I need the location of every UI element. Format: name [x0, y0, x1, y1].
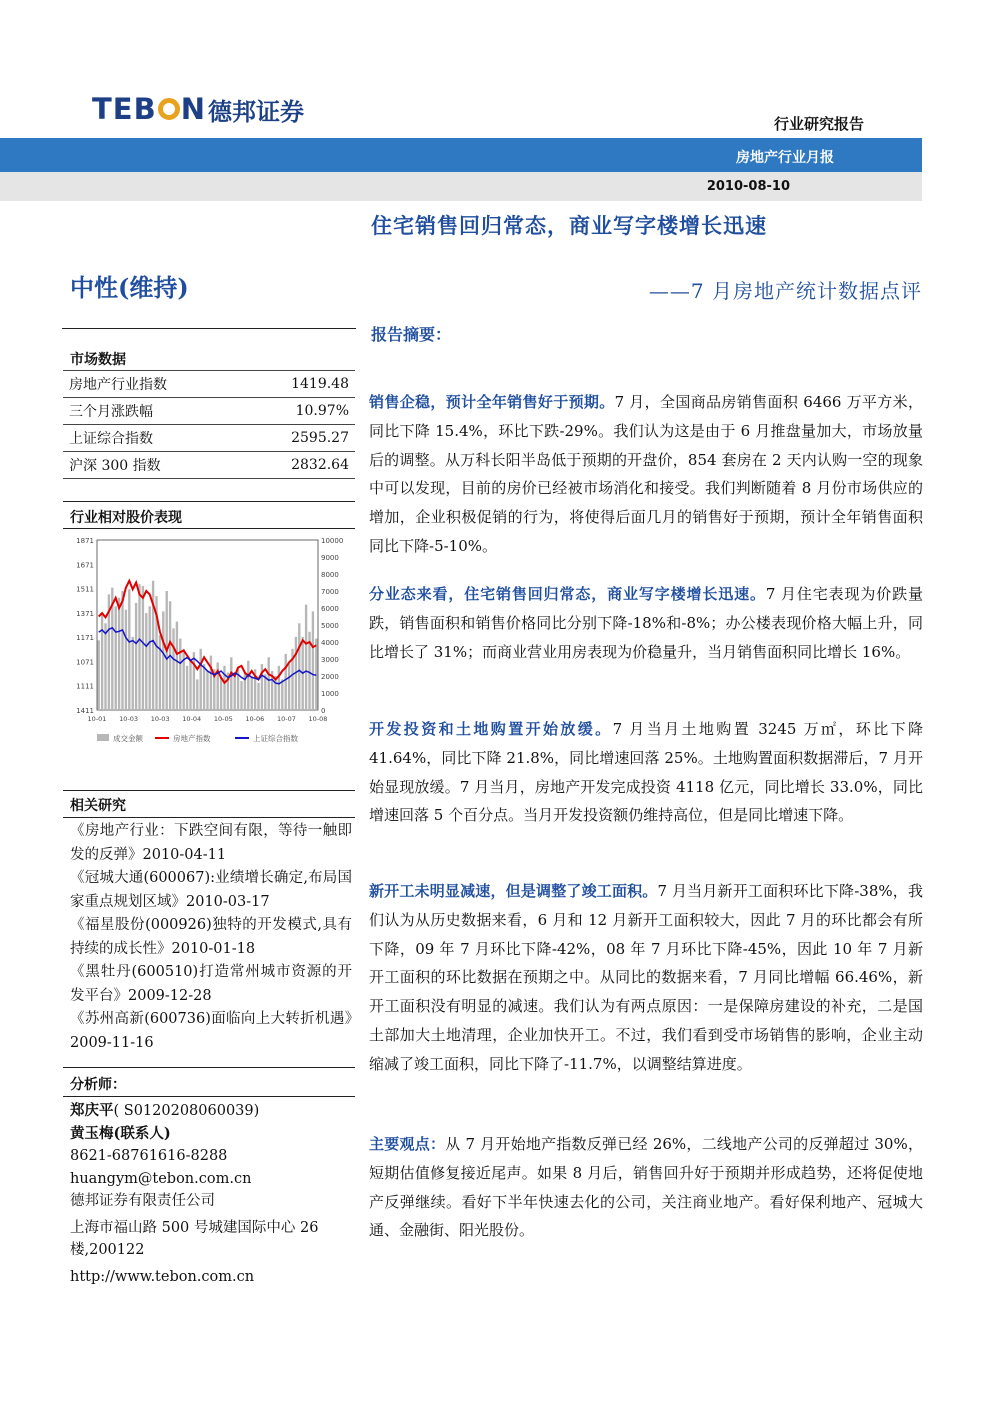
- volume-bar: [176, 622, 178, 710]
- y-left-tick-label: 1071: [76, 658, 94, 667]
- table-row: [63, 425, 355, 452]
- y-right-tick-label: 3000: [321, 656, 339, 664]
- y-right-tick-label: 6000: [321, 605, 339, 613]
- abstract-paragraph: [369, 580, 923, 666]
- volume-bar: [145, 613, 147, 710]
- company-address: 上海市福山路 500 号城建国际中心 26 楼,200122: [70, 1219, 319, 1258]
- market-value: 10.97%: [242, 398, 355, 425]
- x-tick-label: 10-03: [150, 715, 170, 723]
- report-subtitle: ——7 月房地产统计数据点评: [648, 279, 922, 303]
- volume-bar: [257, 683, 259, 710]
- report-date: 2010-08-10: [706, 179, 790, 194]
- list-item: 《冠城大通(600067):业绩增长确定,布局国家重点规划区域》2010-03-17: [70, 870, 352, 910]
- volume-bar: [312, 611, 314, 710]
- paragraph-text: 7 月住宅表现为价跌量跌，销售面积和销售价格同比分别下降-18%和-8%；办公楼表现价格大幅上升，同比增长了 31%；而商业营业用房表现为价稳量升，当月销售面积同比增长 16%。: [369, 585, 923, 661]
- market-value: 1419.48: [242, 371, 355, 398]
- volume-bar: [278, 666, 280, 710]
- analyst-rule: [63, 1067, 355, 1068]
- y-left-tick-label: 1871: [76, 537, 94, 545]
- paragraph-text: 7 月当月新开工面积环比下降-38%，我们认为从历史数据来看，6 月和 12 月新开工面积较大，因此 7 月的环比都会有所下降，09 年 7 月环比下降-42%，08 年 7 月环比下降-45%，因此 10 年 7 月新开工面积的环比数据在预期之中。从同比的数据来看，7 月同比增幅 66.46%，新开工面积没有明显的减速。我们认为有两点原因：一是保障房建设的补充，二是国土部加大土地清理，企业加快开工。不过，我们看到受市场销售的影响，企业主动缩减了竣工面积，同比下降了-11.7%，以调整结算进度。: [369, 882, 923, 1073]
- volume-bar: [193, 652, 195, 710]
- volume-bar: [149, 606, 151, 710]
- research-rule: [63, 790, 355, 791]
- table-row: [63, 452, 355, 479]
- x-tick-label: 10-05: [213, 715, 233, 723]
- paragraph-lead: 销售企稳，预计全年销售好于预期。: [369, 393, 615, 411]
- logo-latin: TEB: [92, 92, 157, 126]
- chart-svg: [63, 530, 355, 760]
- volume-bar: [179, 639, 181, 710]
- volume-bar: [138, 584, 140, 710]
- y-left-tick-label: 1411: [76, 707, 94, 715]
- abstract-paragraph: [369, 877, 923, 1079]
- analyst-cert: ( S0120208060039): [113, 1103, 260, 1119]
- analyst-phone: 8621-68761616-8288: [70, 1148, 228, 1164]
- related-research-list: [70, 820, 352, 1055]
- volume-bar: [172, 628, 174, 710]
- paragraph-text: 7 月，全国商品房销售面积 6466 万平方米，同比下降 15.4%，环比下跌-29%。我们认为这是由于 6 月推盘量加大，市场放量后的调整。从万科长阳半岛低于预期的开盘价，854 套房在 2 天内认购一空的现象中可以发现，目前的房价已经被市场消化和接受。我们判断随着 8 月份市场供应的增加，企业积极促销的行为，将使得后面几月的销售好于预期，预计全年销售面积同比下降-5-10%。: [369, 393, 923, 555]
- list-item: 《苏州高新(600736)面临向上大转折机遇》2009-11-16: [70, 1011, 352, 1051]
- list-item: 《房地产行业：下跌空间有限，等待一触即发的反弹》2010-04-11: [70, 823, 352, 863]
- market-value: 2832.64: [242, 452, 355, 479]
- table-row: [63, 398, 355, 425]
- chart-section-heading: 行业相对股价表现: [70, 510, 182, 526]
- logo-latin-end: N: [180, 92, 206, 126]
- realestate-index-line: [99, 581, 317, 683]
- market-label: 房地产行业指数: [63, 371, 242, 398]
- abstract-paragraph: [369, 388, 923, 561]
- legend-label: 房地产指数: [173, 734, 211, 743]
- abstract-paragraph: [369, 715, 923, 830]
- company-website[interactable]: http://www.tebon.com.cn: [70, 1268, 255, 1285]
- x-tick-label: 10-01: [87, 715, 107, 723]
- list-item: 《福星股份(000926)独特的开发模式,具有持续的成长性》2010-01-18: [70, 917, 352, 957]
- research-heading-underline: [63, 817, 355, 818]
- report-type: 行业研究报告: [773, 115, 864, 133]
- y-left-tick-label: 1671: [76, 561, 94, 570]
- y-right-tick-label: 1000: [321, 690, 339, 698]
- volume-bar: [135, 603, 137, 710]
- y-right-tick-label: 7000: [321, 588, 339, 596]
- volume-bar: [220, 678, 222, 710]
- volume-bar: [189, 659, 191, 710]
- legend-label: 上证综合指数: [253, 734, 298, 743]
- x-tick-label: 10-04: [182, 715, 202, 723]
- abstract-heading: 报告摘要：: [371, 325, 452, 344]
- report-title: 住宅销售回归常态，商业写字楼增长迅速: [371, 213, 767, 238]
- volume-bar: [118, 598, 120, 710]
- y-right-tick-label: 2000: [321, 673, 339, 681]
- market-value: 2595.27: [242, 425, 355, 452]
- volume-bar: [125, 610, 127, 710]
- market-data-heading: 市场数据: [70, 352, 126, 368]
- chart-heading-underline: [63, 528, 355, 529]
- volume-bar: [315, 639, 317, 710]
- y-left-tick-label: 1171: [76, 634, 94, 643]
- volume-bar: [305, 605, 307, 710]
- market-label: 沪深 300 指数: [63, 452, 242, 479]
- volume-bar: [98, 640, 100, 710]
- logo-chinese: 德邦证券: [207, 97, 304, 126]
- market-label: 三个月涨跌幅: [63, 398, 242, 425]
- paragraph-lead: 开发投资和土地购置开始放缓。: [369, 720, 613, 738]
- y-right-tick-label: 5000: [321, 622, 339, 630]
- rating: 中性(维持): [70, 273, 189, 302]
- volume-bar: [206, 671, 208, 710]
- volume-bar: [268, 657, 270, 710]
- paragraph-lead: 分业态来看，住宅销售回归常态，商业写字楼增长迅速。: [369, 585, 766, 603]
- volume-bar: [203, 664, 205, 710]
- volume-bar: [247, 661, 249, 710]
- market-data-table: [63, 370, 355, 479]
- y-right-tick-label: 0: [321, 707, 326, 715]
- volume-bar: [298, 623, 300, 710]
- volume-bar: [200, 649, 202, 710]
- volume-bar: [132, 637, 134, 710]
- paragraph-text: 7 月当月土地购置 3245 万㎡，环比下降 41.64%，同比下降 21.8%，同比增速回落 25%。土地购置面积数据滞后，7 月开始显现放缓。7 月当月，房地产开发完成投资 4118 亿元，同比增长 33.0%，同比增速回落 5 个百分点。当月开发投资额仍维持高位，但是同比增速下降。: [369, 720, 923, 825]
- legend-swatch-volume: [97, 734, 109, 741]
- volume-bar: [183, 649, 185, 710]
- volume-bar: [115, 606, 117, 710]
- volume-bar: [121, 591, 123, 710]
- company-name: 德邦证券有限责任公司: [70, 1193, 215, 1209]
- volume-bar: [159, 635, 161, 710]
- paragraph-text: 从 7 月开始地产指数反弹已经 26%，二线地产公司的反弹超过 30%，短期估值修复接近尾声。如果 8 月后，销售回升好于预期并形成趋势，还将促使地产反弹继续。看好下半年快速去化的公司，关注商业地产。看好保利地产、冠城大通、金融街、阳光股份。: [369, 1135, 923, 1240]
- logo-o-circle-icon: [158, 98, 180, 120]
- volume-bar: [234, 676, 236, 710]
- stock-performance-chart: [63, 530, 355, 760]
- table-row: [63, 371, 355, 398]
- y-left-tick-label: 1111: [76, 682, 94, 691]
- y-left-tick-label: 1511: [76, 585, 94, 594]
- tebon-logo: [92, 92, 304, 126]
- analyst-info: [70, 1100, 355, 1288]
- x-tick-label: 10-03: [119, 715, 139, 723]
- report-series: 房地产行业月报: [736, 150, 834, 166]
- volume-bar: [162, 611, 164, 710]
- y-right-tick-label: 9000: [321, 554, 339, 562]
- abstract-paragraph: [369, 1130, 923, 1245]
- volume-bar: [274, 676, 276, 710]
- analyst-heading-underline: [63, 1096, 355, 1097]
- volume-bar: [104, 623, 106, 710]
- analyst-name: 郑庆平: [70, 1102, 114, 1119]
- x-tick-label: 10-08: [308, 715, 328, 723]
- sidebar-top-rule: [62, 328, 356, 329]
- y-right-tick-label: 10000: [321, 537, 344, 545]
- y-right-tick-label: 8000: [321, 571, 339, 579]
- paragraph-lead: 新开工未明显减速，但是调整了竣工面积。: [369, 882, 658, 900]
- volume-bar: [210, 656, 212, 710]
- volume-bar: [142, 586, 144, 710]
- volume-bar: [288, 664, 290, 710]
- volume-bar: [196, 679, 198, 710]
- volume-bar: [240, 681, 242, 710]
- paragraph-lead: 主要观点：: [369, 1135, 446, 1153]
- x-tick-label: 10-07: [276, 715, 296, 723]
- market-label: 上证综合指数: [63, 425, 242, 452]
- volume-bar: [128, 589, 130, 710]
- related-research-heading: 相关研究: [70, 798, 126, 814]
- volume-bar: [223, 666, 225, 710]
- volume-bar: [264, 674, 266, 710]
- y-left-tick-label: 1371: [76, 609, 94, 618]
- volume-bar: [251, 676, 253, 710]
- legend-label: 成交金额: [113, 734, 143, 743]
- volume-bar: [281, 679, 283, 710]
- analyst-heading: 分析师：: [70, 1077, 126, 1093]
- y-right-tick-label: 4000: [321, 639, 339, 647]
- chart-section-rule: [63, 501, 355, 502]
- volume-bar: [186, 666, 188, 710]
- list-item: 《黑牡丹(600510)打造常州城市资源的开发平台》2009-12-28: [70, 964, 352, 1004]
- volume-bar: [285, 654, 287, 710]
- volume-bar: [230, 657, 232, 710]
- x-tick-label: 10-06: [245, 715, 265, 723]
- contact-name: 黄玉梅(联系人): [70, 1124, 171, 1142]
- analyst-email[interactable]: huangym@tebon.com.cn: [70, 1170, 252, 1187]
